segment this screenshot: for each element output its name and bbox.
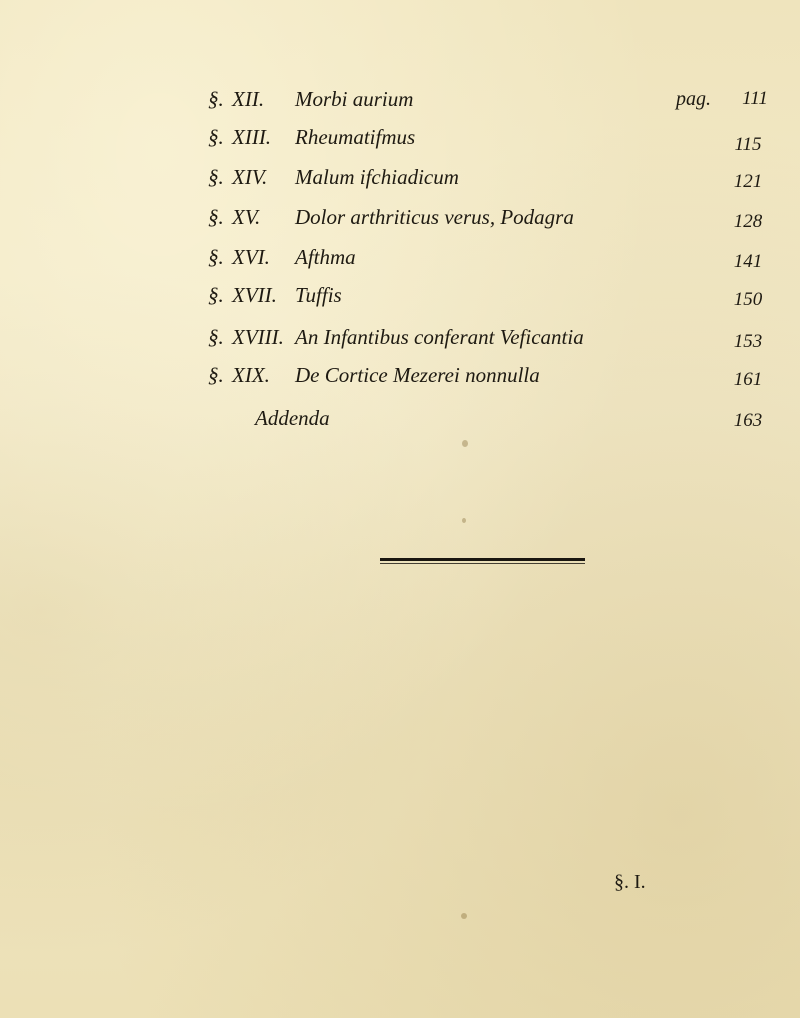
section-sign: §. xyxy=(208,283,224,307)
page-number: 141 xyxy=(733,251,763,272)
section-sign: §. xyxy=(208,165,224,189)
section-sign: §. xyxy=(208,87,224,111)
section-title: Malum ifchiadicum xyxy=(295,165,459,189)
section-number: XVII. xyxy=(232,283,277,307)
section-number: XVI. xyxy=(232,245,270,269)
page-number: 115 xyxy=(734,134,762,155)
addenda-page-number: 163 xyxy=(733,410,763,431)
section-sign: §. xyxy=(208,363,224,387)
section-title: Tuffis xyxy=(295,283,342,307)
ornamental-rule xyxy=(380,558,585,561)
section-title: De Cortice Mezerei nonnulla xyxy=(295,363,540,387)
page-number: 153 xyxy=(733,331,763,352)
toc-entry xyxy=(0,82,800,116)
toc-entry xyxy=(0,160,800,194)
page-number: 121 xyxy=(733,171,763,192)
section-number: XIX. xyxy=(232,363,270,387)
section-title: Morbi aurium xyxy=(295,87,414,111)
section-title: An Infantibus conferant Veficantia xyxy=(295,325,584,349)
page-number: 128 xyxy=(733,211,763,232)
toc-entry xyxy=(0,320,800,354)
addenda-title: Addenda xyxy=(255,406,330,430)
section-title: Rheumatifmus xyxy=(295,125,416,149)
section-sign: §. xyxy=(208,125,224,149)
section-number: XVIII. xyxy=(232,325,284,349)
toc-entry xyxy=(0,120,800,154)
section-number: XIV. xyxy=(232,165,268,189)
section-number: XV. xyxy=(232,205,261,229)
toc-entry xyxy=(0,358,800,392)
toc-entry xyxy=(0,278,800,312)
foxing-spot xyxy=(462,518,466,523)
section-title: Afthma xyxy=(295,245,356,269)
toc-entry xyxy=(0,200,800,234)
page-number: 150 xyxy=(733,289,763,310)
foxing-spot xyxy=(462,440,468,447)
pag-label: pag. xyxy=(676,88,711,110)
section-number: XII. xyxy=(232,87,265,111)
catchword: §. I. xyxy=(614,871,646,893)
page-number: 161 xyxy=(733,369,763,390)
ornamental-rule-thin xyxy=(380,563,585,564)
foxing-spot xyxy=(461,913,467,919)
section-sign: §. xyxy=(208,245,224,269)
section-number: XIII. xyxy=(232,125,272,149)
section-sign: §. xyxy=(208,325,224,349)
section-sign: §. xyxy=(208,205,224,229)
section-title: Dolor arthriticus verus, Podagra xyxy=(295,205,574,229)
page-number: 111 xyxy=(742,88,768,109)
toc-entry xyxy=(0,240,800,274)
